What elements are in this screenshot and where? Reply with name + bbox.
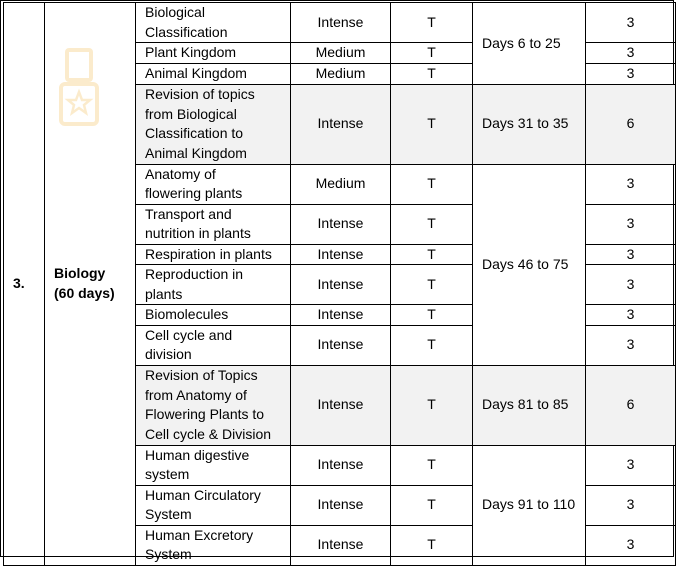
count-cell: 6 [586,365,676,445]
topic-cell: Transport and nutrition in plants [136,204,291,244]
intensity-cell: Intense [291,325,391,365]
flag-cell: T [391,204,473,244]
section-number: 3. [4,3,45,566]
topic-cell: Animal Kingdom [136,64,291,85]
count-cell: 3 [586,43,676,64]
topic-cell: Biological Classification [136,3,291,43]
flag-cell: T [391,525,473,565]
intensity-cell: Medium [291,64,391,85]
count-cell: 3 [586,445,676,485]
topic-cell: Biomolecules [136,305,291,326]
flag-cell: T [391,485,473,525]
flag-cell: T [391,43,473,64]
intensity-cell: Medium [291,43,391,64]
topic-cell: Revision of Topics from Anatomy of Flowering Plants to Cell cycle & Division [136,365,291,445]
flag-cell: T [391,164,473,204]
count-cell: 3 [586,305,676,326]
topic-cell: Respiration in plants [136,244,291,265]
count-cell: 3 [586,485,676,525]
flag-cell: T [391,64,473,85]
biology-schedule-table [3,2,676,566]
intensity-cell: Intense [291,244,391,265]
intensity-cell: Intense [291,204,391,244]
subject-name: Biology (60 days) [45,3,136,566]
topic-cell: Cell cycle and division [136,325,291,365]
days-range: Days 6 to 25 [473,3,586,85]
topic-cell: Reproduction in plants [136,265,291,305]
intensity-cell: Intense [291,265,391,305]
intensity-cell: Intense [291,485,391,525]
intensity-cell: Medium [291,164,391,204]
count-cell: 3 [586,3,676,43]
count-cell: 6 [586,84,676,164]
days-range: Days 46 to 75 [473,164,586,365]
topic-cell: Human Circulatory System [136,485,291,525]
intensity-cell: Intense [291,305,391,326]
topic-cell: Anatomy of flowering plants [136,164,291,204]
intensity-cell: Intense [291,84,391,164]
flag-cell: T [391,365,473,445]
count-cell: 3 [586,525,676,565]
count-cell: 3 [586,64,676,85]
intensity-cell: Intense [291,365,391,445]
intensity-cell: Intense [291,525,391,565]
flag-cell: T [391,244,473,265]
count-cell: 3 [586,204,676,244]
topic-cell: Human Excretory System [136,525,291,565]
flag-cell: T [391,265,473,305]
topic-cell: Revision of topics from Biological Classification to Animal Kingdom [136,84,291,164]
flag-cell: T [391,445,473,485]
flag-cell: T [391,325,473,365]
count-cell: 3 [586,265,676,305]
count-cell: 3 [586,164,676,204]
days-range: Days 81 to 85 [473,365,586,445]
table-row [4,3,676,43]
flag-cell: T [391,3,473,43]
intensity-cell: Intense [291,445,391,485]
intensity-cell: Intense [291,3,391,43]
flag-cell: T [391,305,473,326]
count-cell: 3 [586,325,676,365]
flag-cell: T [391,84,473,164]
days-range: Days 31 to 35 [473,84,586,164]
count-cell: 3 [586,244,676,265]
topic-cell: Plant Kingdom [136,43,291,64]
topic-cell: Human digestive system [136,445,291,485]
days-range: Days 91 to 110 [473,445,586,565]
